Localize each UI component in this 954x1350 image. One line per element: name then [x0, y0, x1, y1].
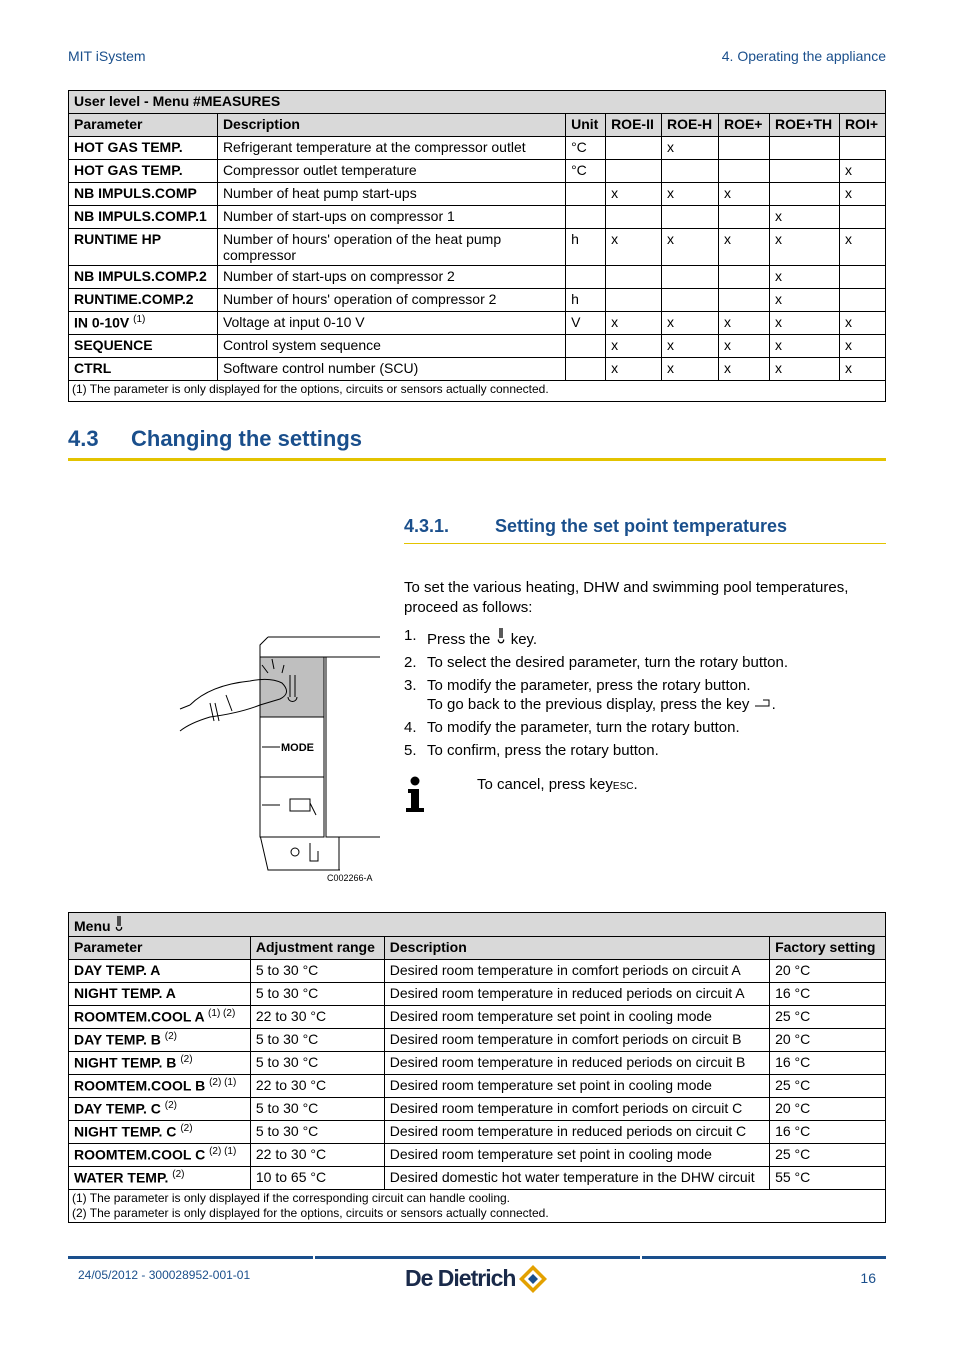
- model-mark-cell: [606, 137, 662, 160]
- model-mark-cell: x: [662, 312, 719, 335]
- range-cell: 5 to 30 °C: [250, 1121, 384, 1144]
- model-mark-cell: [839, 266, 885, 289]
- description-cell: Number of hours' operation of the heat pump compressor: [217, 229, 565, 266]
- brand-logo: [405, 1262, 515, 1294]
- model-mark-cell: x: [718, 229, 769, 266]
- table-footnotes: [69, 1190, 886, 1223]
- esc-key-label: ESC: [612, 781, 634, 792]
- back-key-icon: [754, 697, 772, 709]
- parameter-cell: RUNTIME HP: [69, 229, 218, 266]
- thermometer-icon: [495, 626, 507, 644]
- parameter-cell: NIGHT TEMP. B $^{(2)}$: [69, 1052, 251, 1075]
- table-row: [69, 358, 886, 381]
- unit-cell: V: [566, 312, 606, 335]
- column-header: Adjustment range: [250, 937, 384, 960]
- unit-cell: °C: [566, 160, 606, 183]
- subsection-number: 4.3.1.: [404, 516, 450, 536]
- column-header: Factory setting: [770, 937, 886, 960]
- model-mark-cell: [606, 160, 662, 183]
- footer-rule: [68, 1256, 886, 1259]
- unit-cell: [566, 206, 606, 229]
- table-row: [69, 137, 886, 160]
- factory-setting-cell: 16 °C: [770, 983, 886, 1006]
- figure-code: C002266-A: [327, 873, 373, 883]
- table-row: [69, 983, 886, 1006]
- model-mark-cell: x: [606, 312, 662, 335]
- description-cell: Control system sequence: [217, 335, 565, 358]
- list-item: 2. To select the desired parameter, turn the rotary button.: [404, 654, 789, 671]
- factory-setting-cell: 20 °C: [770, 1098, 886, 1121]
- subsection-heading: [404, 516, 886, 544]
- model-mark-cell: x: [839, 358, 885, 381]
- de-dietrich-logo-icon: [518, 1264, 548, 1294]
- table-footnote: (1) The parameter is only displayed for the options, circuits or sensors actually connected.: [69, 381, 886, 402]
- parameter-cell: RUNTIME.COMP.2: [69, 289, 218, 312]
- table-row: [69, 206, 886, 229]
- unit-cell: h: [566, 289, 606, 312]
- description-cell: Number of hours' operation of compressor 2: [217, 289, 565, 312]
- mode-key-label: MODE: [281, 742, 314, 754]
- procedure-steps: [404, 626, 886, 764]
- table-row: [69, 960, 886, 983]
- model-mark-cell: [662, 266, 719, 289]
- table-row: [69, 1006, 886, 1029]
- unit-cell: [566, 335, 606, 358]
- description-cell: Voltage at input 0-10 V: [217, 312, 565, 335]
- model-mark-cell: [718, 206, 769, 229]
- intro-paragraph: To set the various heating, DHW and swimming pool temperatures, proceed as follows:: [404, 579, 849, 616]
- model-mark-cell: x: [606, 183, 662, 206]
- measures-table: [68, 90, 886, 402]
- subsection-title: Setting the set point temperatures: [495, 516, 788, 536]
- model-mark-cell: x: [606, 229, 662, 266]
- table-row: [69, 335, 886, 358]
- model-mark-cell: x: [718, 312, 769, 335]
- model-mark-cell: x: [769, 312, 839, 335]
- range-cell: 5 to 30 °C: [250, 1029, 384, 1052]
- column-header: ROI+: [839, 114, 885, 137]
- description-cell: Desired room temperature in comfort periods on circuit A: [384, 960, 769, 983]
- model-mark-cell: x: [839, 183, 885, 206]
- model-mark-cell: [718, 137, 769, 160]
- brand-name: De Dietrich: [405, 1265, 516, 1291]
- table-row: [69, 1167, 886, 1190]
- unit-cell: °C: [566, 137, 606, 160]
- range-cell: 5 to 30 °C: [250, 1098, 384, 1121]
- section-heading: [68, 426, 886, 461]
- factory-setting-cell: 25 °C: [770, 1075, 886, 1098]
- parameter-cell: ROOMTEM.COOL B $^{(2) (1)}$: [69, 1075, 251, 1098]
- model-mark-cell: x: [769, 335, 839, 358]
- model-mark-cell: [718, 289, 769, 312]
- factory-setting-cell: 55 °C: [770, 1167, 886, 1190]
- table-row: [69, 1029, 886, 1052]
- model-mark-cell: [662, 206, 719, 229]
- model-mark-cell: x: [769, 266, 839, 289]
- parameter-cell: NB IMPULS.COMP: [69, 183, 218, 206]
- parameter-cell: DAY TEMP. C $^{(2)}$: [69, 1098, 251, 1121]
- measures-table-body: [69, 137, 886, 381]
- range-cell: 22 to 30 °C: [250, 1144, 384, 1167]
- model-mark-cell: [839, 206, 885, 229]
- menu-settings-table: [68, 912, 886, 1223]
- model-mark-cell: [769, 183, 839, 206]
- column-header: Parameter: [69, 114, 218, 137]
- thermometer-icon: [114, 915, 124, 931]
- factory-setting-cell: 20 °C: [770, 960, 886, 983]
- column-header: Description: [217, 114, 565, 137]
- model-mark-cell: x: [606, 358, 662, 381]
- unit-cell: h: [566, 229, 606, 266]
- hand-pressing-key-icon: [170, 625, 380, 887]
- running-header-left: MIT iSystem: [68, 48, 146, 64]
- model-mark-cell: [606, 266, 662, 289]
- list-item: 5. To confirm, press the rotary button.: [404, 742, 659, 759]
- description-cell: Desired room temperature set point in cooling mode: [384, 1144, 769, 1167]
- parameter-cell: WATER TEMP. $^{(2)}$: [69, 1167, 251, 1190]
- list-item: 4. To modify the parameter, turn the rotary button.: [404, 719, 740, 736]
- parameter-cell: NB IMPULS.COMP.2: [69, 266, 218, 289]
- section-number: 4.3: [68, 426, 99, 451]
- table-row: [69, 229, 886, 266]
- parameter-cell: DAY TEMP. A: [69, 960, 251, 983]
- description-cell: Desired domestic hot water temperature in the DHW circuit: [384, 1167, 769, 1190]
- model-mark-cell: x: [769, 358, 839, 381]
- table-row: [69, 1098, 886, 1121]
- info-icon: [404, 776, 428, 814]
- model-mark-cell: x: [839, 160, 885, 183]
- description-cell: Desired room temperature in reduced periods on circuit C: [384, 1121, 769, 1144]
- model-mark-cell: [606, 289, 662, 312]
- model-mark-cell: x: [662, 358, 719, 381]
- column-header: Unit: [566, 114, 606, 137]
- factory-setting-cell: 20 °C: [770, 1029, 886, 1052]
- list-item: 3. To modify the parameter, press the rotary button. To go back to the previous display, press the key .: [404, 677, 776, 713]
- model-mark-cell: [662, 160, 719, 183]
- unit-cell: [566, 183, 606, 206]
- model-mark-cell: x: [718, 358, 769, 381]
- parameter-cell: ROOMTEM.COOL C $^{(2) (1)}$: [69, 1144, 251, 1167]
- unit-cell: [566, 266, 606, 289]
- section-title: Changing the settings: [131, 426, 362, 451]
- range-cell: 22 to 30 °C: [250, 1075, 384, 1098]
- list-item: 1. Press the key.: [404, 627, 538, 648]
- description-cell: Refrigerant temperature at the compressor outlet: [217, 137, 565, 160]
- table-row: [69, 289, 886, 312]
- description-cell: Desired room temperature in reduced periods on circuit A: [384, 983, 769, 1006]
- description-cell: Desired room temperature in reduced periods on circuit B: [384, 1052, 769, 1075]
- model-mark-cell: [718, 160, 769, 183]
- column-header: ROE+TH: [769, 114, 839, 137]
- table-footnote: (1) The parameter is only displayed if the corresponding circuit can handle cooling.: [72, 1191, 511, 1205]
- model-mark-cell: [769, 160, 839, 183]
- model-mark-cell: x: [839, 312, 885, 335]
- unit-cell: [566, 358, 606, 381]
- model-mark-cell: [839, 137, 885, 160]
- menu-table-title: Menu: [69, 913, 886, 937]
- measures-table-title: User level - Menu #MEASURES: [69, 91, 886, 114]
- parameter-cell: SEQUENCE: [69, 335, 218, 358]
- factory-setting-cell: 16 °C: [770, 1121, 886, 1144]
- range-cell: 5 to 30 °C: [250, 983, 384, 1006]
- column-header: Description: [384, 937, 769, 960]
- model-mark-cell: x: [606, 335, 662, 358]
- model-mark-cell: x: [718, 335, 769, 358]
- table-row: [69, 312, 886, 335]
- parameter-cell: HOT GAS TEMP.: [69, 160, 218, 183]
- table-footnote: (2) The parameter is only displayed for the options, circuits or sensors actually connected.: [72, 1206, 549, 1220]
- document-reference: 24/05/2012 - 300028952-001-01: [78, 1268, 251, 1282]
- range-cell: 10 to 65 °C: [250, 1167, 384, 1190]
- menu-table-body: [69, 960, 886, 1190]
- factory-setting-cell: 25 °C: [770, 1144, 886, 1167]
- factory-setting-cell: 25 °C: [770, 1006, 886, 1029]
- parameter-cell: ROOMTEM.COOL A $^{(1) (2)}$: [69, 1006, 251, 1029]
- model-mark-cell: x: [662, 335, 719, 358]
- running-header-right: 4. Operating the appliance: [721, 48, 886, 64]
- description-cell: Number of start-ups on compressor 2: [217, 266, 565, 289]
- model-mark-cell: x: [769, 289, 839, 312]
- description-cell: Software control number (SCU): [217, 358, 565, 381]
- description-cell: Number of start-ups on compressor 1: [217, 206, 565, 229]
- column-header: ROE-II: [606, 114, 662, 137]
- range-cell: 5 to 30 °C: [250, 960, 384, 983]
- model-mark-cell: x: [662, 137, 719, 160]
- description-cell: Number of heat pump start-ups: [217, 183, 565, 206]
- range-cell: 22 to 30 °C: [250, 1006, 384, 1029]
- model-mark-cell: [606, 206, 662, 229]
- table-row: [69, 183, 886, 206]
- control-panel-illustration: [170, 625, 380, 887]
- model-mark-cell: x: [769, 229, 839, 266]
- table-row: [69, 266, 886, 289]
- column-header: ROE+: [718, 114, 769, 137]
- parameter-cell: DAY TEMP. B $^{(2)}$: [69, 1029, 251, 1052]
- table-row: [69, 1075, 886, 1098]
- parameter-cell: CTRL: [69, 358, 218, 381]
- model-mark-cell: [662, 289, 719, 312]
- model-mark-cell: x: [662, 229, 719, 266]
- info-note: To cancel, press keyESC.: [404, 776, 886, 816]
- model-mark-cell: x: [718, 183, 769, 206]
- model-mark-cell: [769, 137, 839, 160]
- parameter-cell: NIGHT TEMP. A: [69, 983, 251, 1006]
- model-mark-cell: x: [839, 335, 885, 358]
- table-row: [69, 160, 886, 183]
- description-cell: Compressor outlet temperature: [217, 160, 565, 183]
- parameter-cell: HOT GAS TEMP.: [69, 137, 218, 160]
- page-number: 16: [860, 1270, 876, 1286]
- factory-setting-cell: 16 °C: [770, 1052, 886, 1075]
- range-cell: 5 to 30 °C: [250, 1052, 384, 1075]
- column-header: ROE-H: [662, 114, 719, 137]
- table-row: [69, 1144, 886, 1167]
- column-header: Parameter: [69, 937, 251, 960]
- parameter-cell: IN 0-10V $^{(1)}$: [69, 312, 218, 335]
- table-row: [69, 1121, 886, 1144]
- model-mark-cell: [839, 289, 885, 312]
- model-mark-cell: x: [662, 183, 719, 206]
- description-cell: Desired room temperature set point in cooling mode: [384, 1075, 769, 1098]
- parameter-cell: NIGHT TEMP. C $^{(2)}$: [69, 1121, 251, 1144]
- table-row: [69, 1052, 886, 1075]
- description-cell: Desired room temperature in comfort periods on circuit C: [384, 1098, 769, 1121]
- model-mark-cell: x: [839, 229, 885, 266]
- parameter-cell: NB IMPULS.COMP.1: [69, 206, 218, 229]
- model-mark-cell: x: [769, 206, 839, 229]
- model-mark-cell: [718, 266, 769, 289]
- description-cell: Desired room temperature set point in cooling mode: [384, 1006, 769, 1029]
- description-cell: Desired room temperature in comfort periods on circuit B: [384, 1029, 769, 1052]
- info-text: To cancel, press key: [477, 776, 613, 793]
